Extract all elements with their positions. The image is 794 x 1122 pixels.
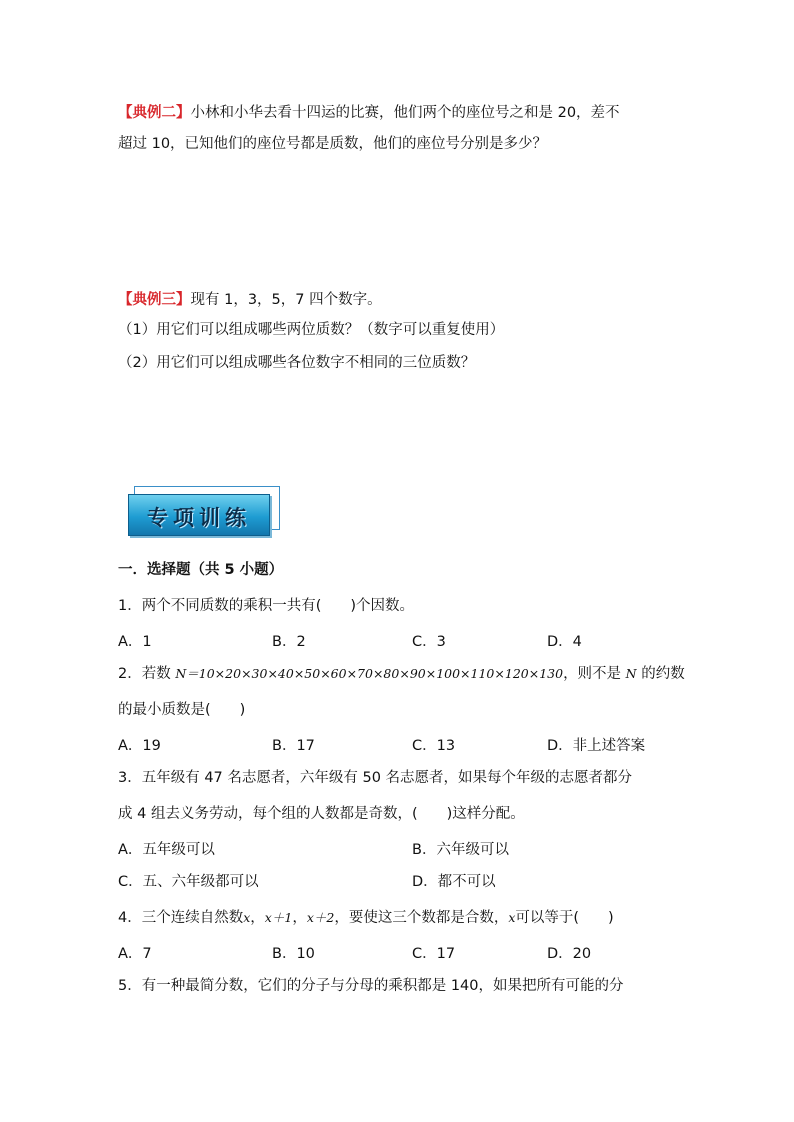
q4-sep2: ， [292, 910, 307, 926]
banner-plate [128, 494, 270, 536]
q2-option-b: B．17 [272, 738, 315, 754]
banner-title: 专项训练 [147, 505, 251, 530]
q3-option-c: C．五、六年级都可以 [118, 874, 259, 890]
q4-x4: x [508, 910, 516, 925]
q2-suffix-a: ，则不是 [563, 666, 626, 682]
q2-option-d: D．非上述答案 [547, 738, 646, 754]
example3-q2: （2）用它们可以组成哪些各位数字不相同的三位质数？ [118, 355, 476, 371]
q2-var: N [625, 666, 637, 681]
q1-option-c: C．3 [412, 634, 446, 650]
question-3-line1: 3．五年级有 47 名志愿者，六年级有 50 名志愿者，如果每个年级的志愿者都分 [118, 770, 633, 786]
q4-x2: x＋1 [264, 910, 293, 925]
question-3-line2: 成 4 组去义务劳动，每个组的人数都是奇数，( )这样分配。 [118, 806, 525, 822]
q4-mid: ，要使这三个数都是合数， [334, 910, 509, 926]
example3-line1 [118, 290, 382, 310]
q4-option-d: D．20 [547, 946, 592, 962]
example2-line2: 超过 10，已知他们的座位号都是质数，他们的座位号分别是多少？ [118, 136, 548, 152]
q4-sep1: ， [250, 910, 265, 926]
q4-option-b: B．10 [272, 946, 315, 962]
example3-text1: 现有 1，3，5，7 四个数字。 [190, 292, 382, 308]
section-banner [128, 486, 280, 536]
q3-option-b: B．六年级可以 [412, 842, 509, 858]
q2-prefix: 2．若数 [118, 666, 176, 682]
example2-line1 [118, 103, 620, 123]
q2-suffix-b: 的约数 [636, 666, 685, 682]
q4-option-a: A．7 [118, 946, 152, 962]
question-1: 1．两个不同质数的乘积一共有( )个因数。 [118, 598, 415, 614]
q1-option-b: B．2 [272, 634, 306, 650]
q4-option-c: C．17 [412, 946, 456, 962]
example3-tag: 【典例三】 [118, 292, 191, 308]
question-2-line2: 的最小质数是( ) [118, 702, 246, 718]
q1-option-a: A．1 [118, 634, 152, 650]
section-heading: 一．选择题（共 5 小题） [118, 562, 284, 578]
q4-prefix: 4．三个连续自然数 [118, 910, 244, 926]
q1-option-d: D．4 [547, 634, 582, 650]
example2-text1: 小林和小华去看十四运的比赛，他们两个的座位号之和是 20，差不 [190, 105, 620, 121]
q2-option-c: C．13 [412, 738, 456, 754]
question-4-line1 [118, 908, 614, 928]
question-2-line1 [118, 664, 685, 684]
q2-option-a: A．19 [118, 738, 161, 754]
q3-option-a: A．五年级可以 [118, 842, 215, 858]
question-5-line1: 5．有一种最简分数，它们的分子与分母的乘积都是 140，如果把所有可能的分 [118, 978, 624, 994]
q4-suffix: 可以等于( ) [515, 910, 614, 926]
example2-tag: 【典例二】 [118, 105, 191, 121]
example3-q1: （1）用它们可以组成哪些两位质数？（数字可以重复使用） [118, 322, 505, 338]
q3-option-d: D．都不可以 [412, 874, 496, 890]
q2-formula: N＝10×20×30×40×50×60×70×80×90×100×110×120×130 [175, 666, 564, 681]
q4-x3: x＋2 [306, 910, 335, 925]
q4-x1: x [243, 910, 251, 925]
